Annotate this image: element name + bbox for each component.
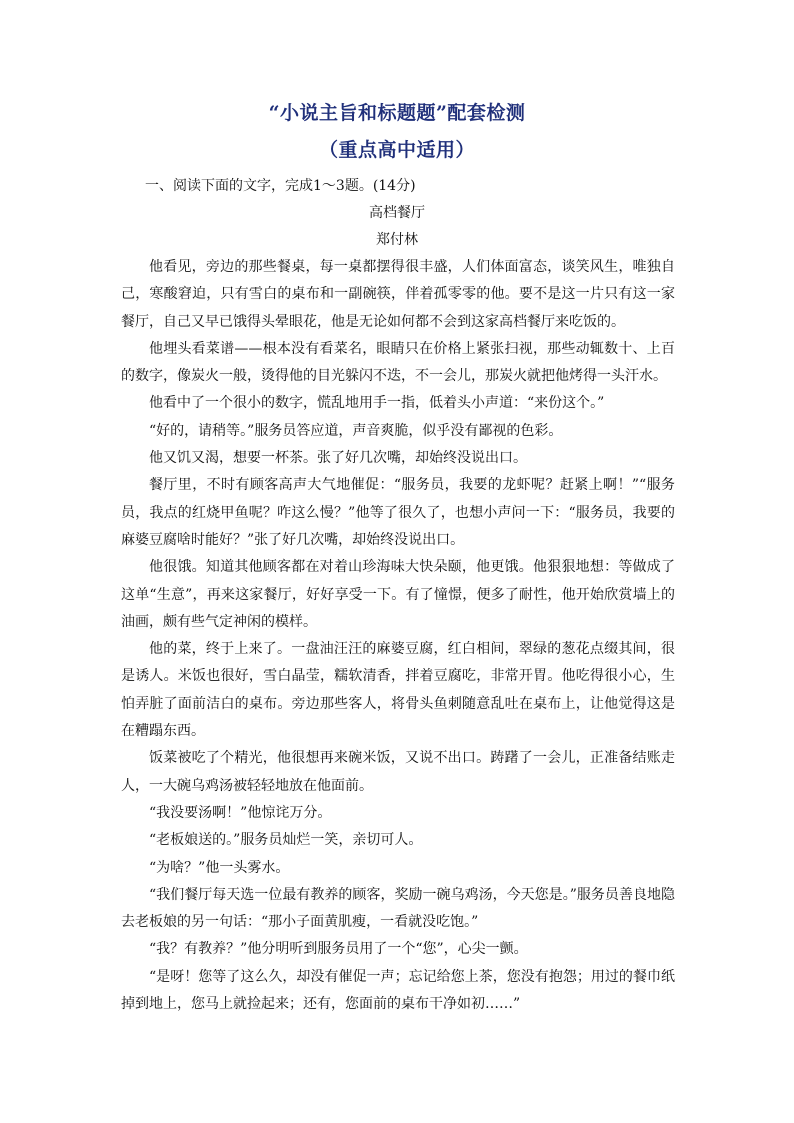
paragraph: 他很饿。知道其他顾客都在对着山珍海味大快朵颐，他更饿。他狠狠地想：等做成了这单“生意”，再来这家餐厅，好好享受一下。有了憧憬，便多了耐性，他开始欣赏墙上的油画，颇有些气定神闲的模样。	[121, 559, 675, 630]
paragraph: “我们餐厅每天选一位最有教养的顾客，奖励一碗乌鸡汤，今天您是。”服务员善良地隐去老板娘的另一句话：“那小子面黄肌瘦，一看就没吃饱。”	[121, 886, 675, 931]
paragraph: 他看见，旁边的那些餐桌，每一桌都摆得很丰盛，人们体面富态，谈笑风生，唯独自己，寒酸窘迫，只有雪白的桌布和一副碗筷，伴着孤零零的他。要不是这一片只有这一家餐厅，自己又早已饿得头晕眼花，他是无论如何都不会到这家高档餐厅来吃饭的。	[121, 259, 675, 330]
paragraph: “是呀！您等了这么久，却没有催促一声；忘记给您上茶，您没有抱怨；用过的餐巾纸掉到地上，您马上就捡起来；还有，您面前的桌布干净如初……”	[121, 968, 675, 1013]
paragraph: 餐厅里，不时有顾客高声大气地催促：“服务员，我要的龙虾呢？赶紧上啊！”“服务员，我点的红烧甲鱼呢？咋这么慢？”他等了很久了，也想小声问一下：“服务员，我要的麻婆豆腐啥时能好？”张了好几次嘴，却始终没说出口。	[121, 477, 675, 548]
paragraph: “为啥？”他一头雾水。	[149, 859, 290, 876]
page-title: “小说主旨和标题题”配套检测	[268, 102, 526, 124]
paragraph: “我？有教养？”他分明听到服务员用了一个“您”，心尖一颤。	[149, 941, 528, 958]
paragraph: 饭菜被吃了个精光，他很想再来碗米饭，又说不出口。踌躇了一会儿，正准备结账走人，一大碗乌鸡汤被轻轻地放在他面前。	[121, 750, 675, 794]
story-title: 高档餐厅	[369, 205, 425, 221]
story-author: 郑付林	[376, 232, 418, 248]
paragraph: 他埋头看菜谱——根本没有看菜名，眼睛只在价格上紧张扫视，那些动辄数十、上百的数字，像炭火一般，烫得他的目光躲闪不迭，不一会儿，那炭火就把他烤得一头汗水。	[121, 340, 675, 385]
paragraph: “好的，请稍等。”服务员答应道，声音爽脆，似乎没有鄙视的色彩。	[149, 422, 563, 439]
story-body	[121, 254, 675, 1018]
paragraph: “我没要汤啊！”他惊诧万分。	[149, 804, 332, 821]
paragraph: 他又饥又渴，想要一杯茶。张了好几次嘴，却始终没说出口。	[149, 450, 527, 467]
paragraph: “老板娘送的。”服务员灿烂一笑，亲切可人。	[149, 832, 423, 849]
page-subtitle: （重点高中适用）	[318, 139, 475, 161]
paragraph: 他看中了一个很小的数字，慌乱地用手一指，低着头小声道：“来份这个。”	[149, 395, 605, 412]
question-instruction: 一、阅读下面的文字，完成1～3题。(14分)	[145, 178, 416, 194]
paragraph: 他的菜，终于上来了。一盘油汪汪的麻婆豆腐，红白相间，翠绿的葱花点缀其间，很是诱人。米饭也很好，雪白晶莹，糯软清香，拌着豆腐吃，非常开胃。他吃得很小心，生怕弄脏了面前洁白的桌布。旁边那些客人，将骨头鱼刺随意乱吐在桌布上，让他觉得这是在糟蹋东西。	[121, 641, 675, 740]
